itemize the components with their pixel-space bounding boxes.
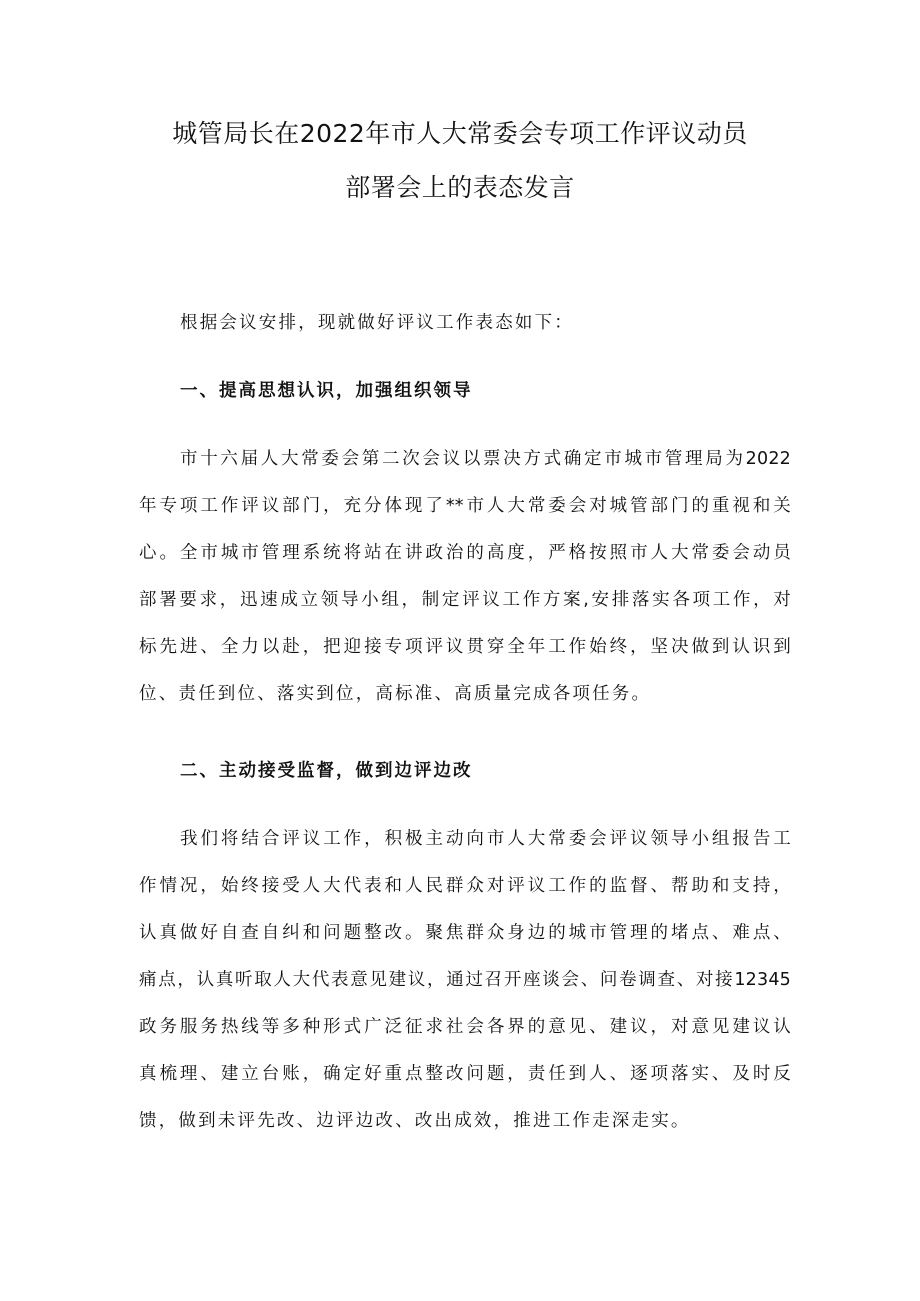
paragraph-line: 我们将结合评议工作，积极主动向市人大常委会评议领导小组报告工 (180, 829, 791, 849)
document-title-line-2: 部署会上的表态发言 (345, 173, 575, 202)
section-2-heading: 二、主动接受监督，做到边评边改 (180, 761, 473, 781)
paragraph-line: 年专项工作评议部门，充分体现了**市人大常委会对城管部门的重视和关 (139, 496, 791, 516)
paragraph-line: 部署要求，迅速成立领导小组，制定评议工作方案,安排落实各项工作，对 (139, 590, 791, 610)
document-title-line-1: 城管局长在2022年市人大常委会专项工作评议动员 (172, 119, 748, 148)
paragraph-line: 认真做好自查自纠和问题整改。聚焦群众身边的城市管理的堵点、难点、 (139, 923, 791, 943)
paragraph-line: 政务服务热线等多种形式广泛征求社会各界的意见、建议，对意见建议认 (139, 1017, 791, 1037)
paragraph-line: 标先进、全力以赴，把迎接专项评议贯穿全年工作始终，坚决做到认识到 (139, 637, 791, 657)
section-1-heading: 一、提高思想认识，加强组织领导 (180, 381, 473, 401)
paragraph-line: 真梳理、建立台账，确定好重点整改问题，责任到人、逐项落实、及时反 (139, 1064, 791, 1084)
paragraph-line: 心。全市城市管理系统将站在讲政治的高度，严格按照市人大常委会动员 (139, 543, 791, 563)
paragraph-line: 作情况，始终接受人大代表和人民群众对评议工作的监督、帮助和支持， (139, 876, 791, 896)
paragraph-line: 位、责任到位、落实到位，高标准、高质量完成各项任务。 (139, 684, 652, 704)
paragraph-line: 市十六届人大常委会第二次会议以票决方式确定市城市管理局为2022 (180, 449, 791, 469)
paragraph-line: 馈，做到未评先改、边评边改、改出成效，推进工作走深走实。 (139, 1111, 691, 1131)
intro-paragraph: 根据会议安排，现就做好评议工作表态如下： (180, 313, 574, 333)
paragraph-line: 痛点，认真听取人大代表意见建议，通过召开座谈会、问卷调查、对接12345 (139, 970, 791, 990)
